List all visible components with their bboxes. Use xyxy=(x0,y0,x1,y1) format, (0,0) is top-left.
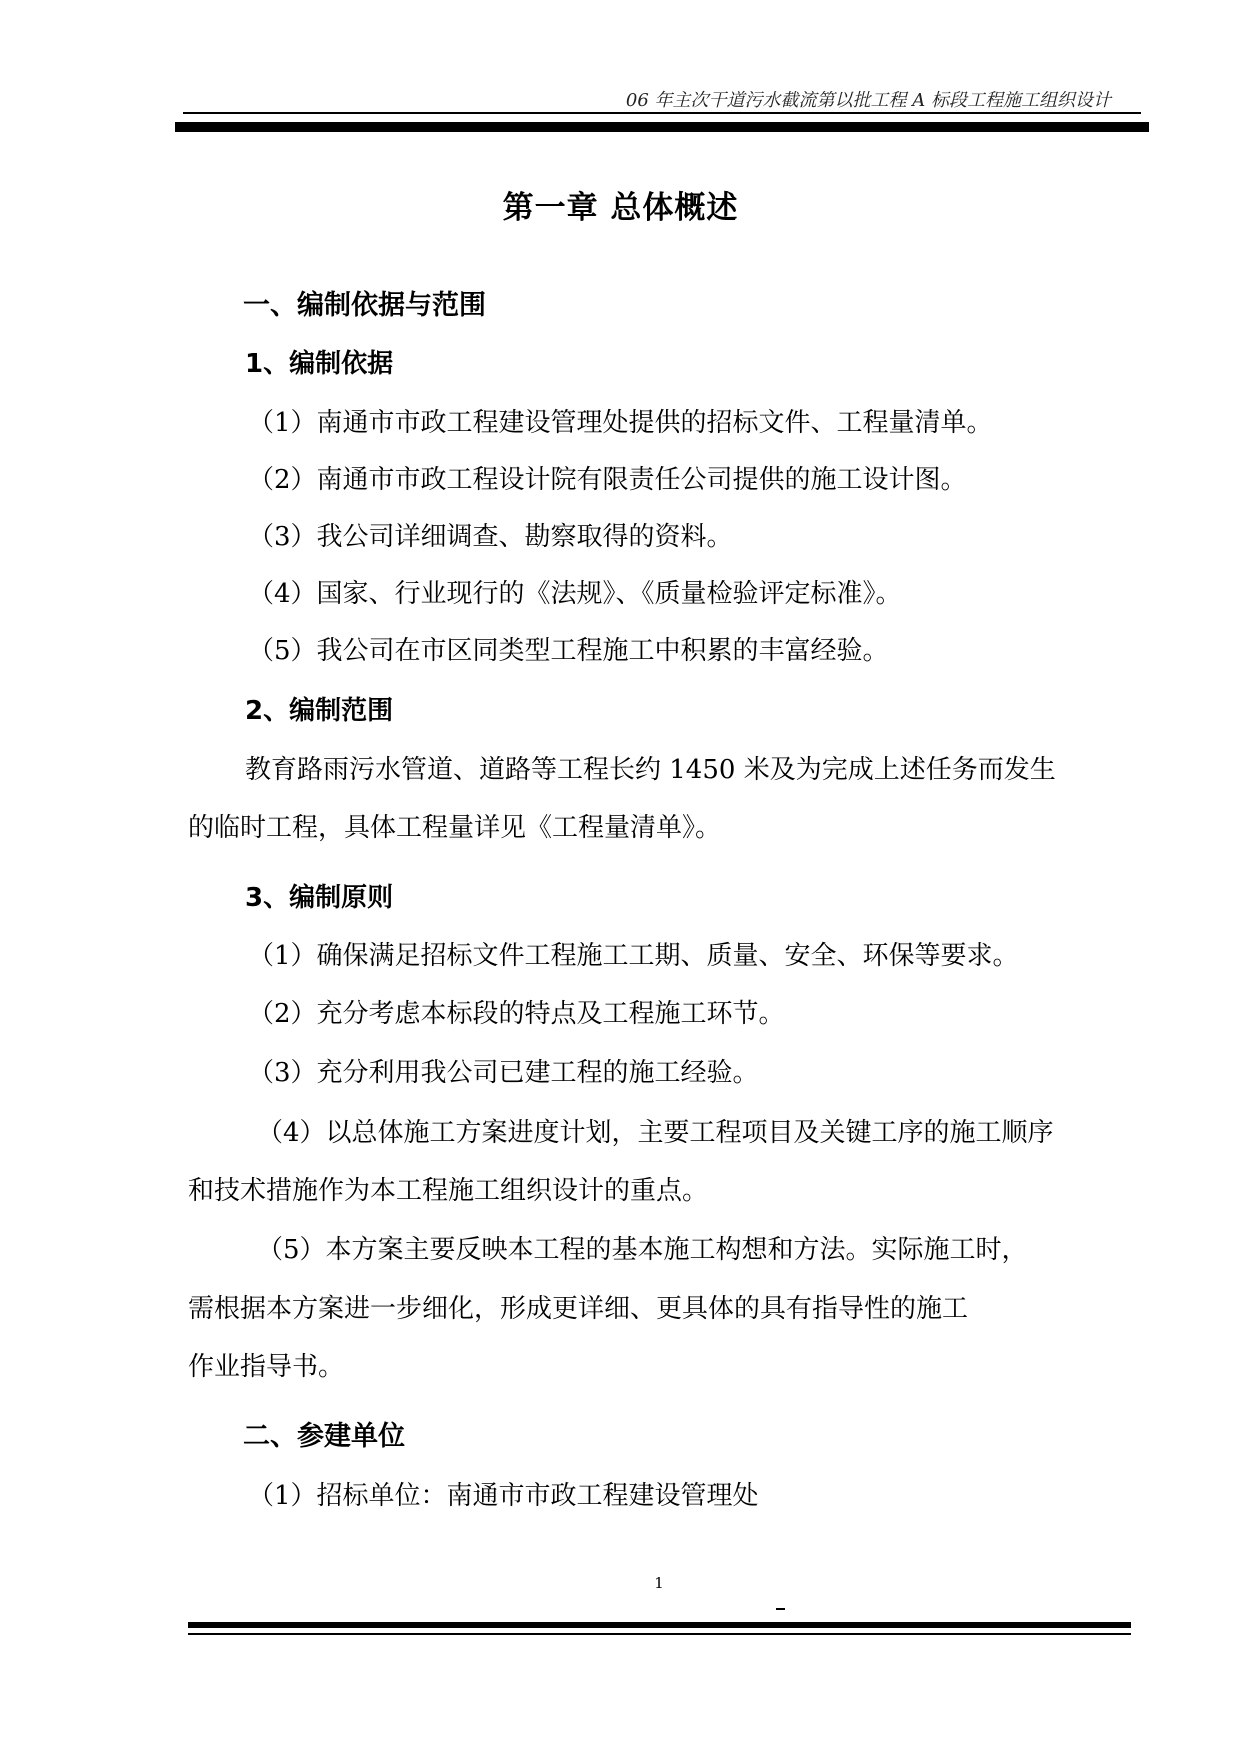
basis-item-4: （4）国家、行业现行的《法规》、《质量检验评定标准》。 xyxy=(248,579,902,609)
subsection-heading-principles: 3、编制原则 xyxy=(245,883,394,913)
footer-dash xyxy=(776,1608,785,1610)
scope-paragraph-line-1: 教育路雨污水管道、道路等工程长约 1450 米及为完成上述任务而发生 xyxy=(245,755,1056,785)
basis-item-5: （5）我公司在市区同类型工程施工中积累的丰富经验。 xyxy=(248,636,889,666)
basis-item-1: （1）南通市市政工程建设管理处提供的招标文件、工程量清单。 xyxy=(248,408,993,438)
principle-item-5-line-1: （5）本方案主要反映本工程的基本施工构想和方法。实际施工时， xyxy=(257,1235,1028,1265)
running-header: 06 年主次干道污水截流第以批工程 A 标段工程施工组织设计 xyxy=(625,90,1111,111)
header-rule-thick xyxy=(175,122,1149,132)
principle-item-2: （2）充分考虑本标段的特点及工程施工环节。 xyxy=(248,999,785,1029)
chapter-title: 第一章 总体概述 xyxy=(502,190,739,226)
page-number: 1 xyxy=(654,1574,664,1592)
section-heading-basis-scope: 一、编制依据与范围 xyxy=(243,290,486,321)
section-heading-participants: 二、参建单位 xyxy=(243,1421,405,1452)
scope-paragraph-line-2: 的临时工程，具体工程量详见《工程量清单》。 xyxy=(188,813,722,843)
participant-item-1: （1）招标单位：南通市市政工程建设管理处 xyxy=(248,1481,759,1511)
principle-item-3: （3）充分利用我公司已建工程的施工经验。 xyxy=(248,1058,759,1088)
header-rule-thin xyxy=(183,112,1141,114)
principle-item-4-line-1: （4）以总体施工方案进度计划，主要工程项目及关键工序的施工顺序 xyxy=(257,1118,1054,1148)
principle-item-4-line-2: 和技术措施作为本工程施工组织设计的重点。 xyxy=(188,1176,709,1206)
footer-rule-thin xyxy=(188,1633,1131,1635)
footer-rule-thick xyxy=(188,1622,1131,1628)
principle-item-5-line-2: 需根据本方案进一步细化，形成更详细、更具体的具有指导性的施工 xyxy=(188,1294,969,1324)
principle-item-1: （1）确保满足招标文件工程施工工期、质量、安全、环保等要求。 xyxy=(248,941,1019,971)
subsection-heading-basis: 1、编制依据 xyxy=(245,349,394,379)
basis-item-3: （3）我公司详细调查、勘察取得的资料。 xyxy=(248,522,733,552)
subsection-heading-scope: 2、编制范围 xyxy=(245,696,394,726)
basis-item-2: （2）南通市市政工程设计院有限责任公司提供的施工设计图。 xyxy=(248,465,967,495)
principle-item-5-line-3: 作业指导书。 xyxy=(188,1352,345,1382)
